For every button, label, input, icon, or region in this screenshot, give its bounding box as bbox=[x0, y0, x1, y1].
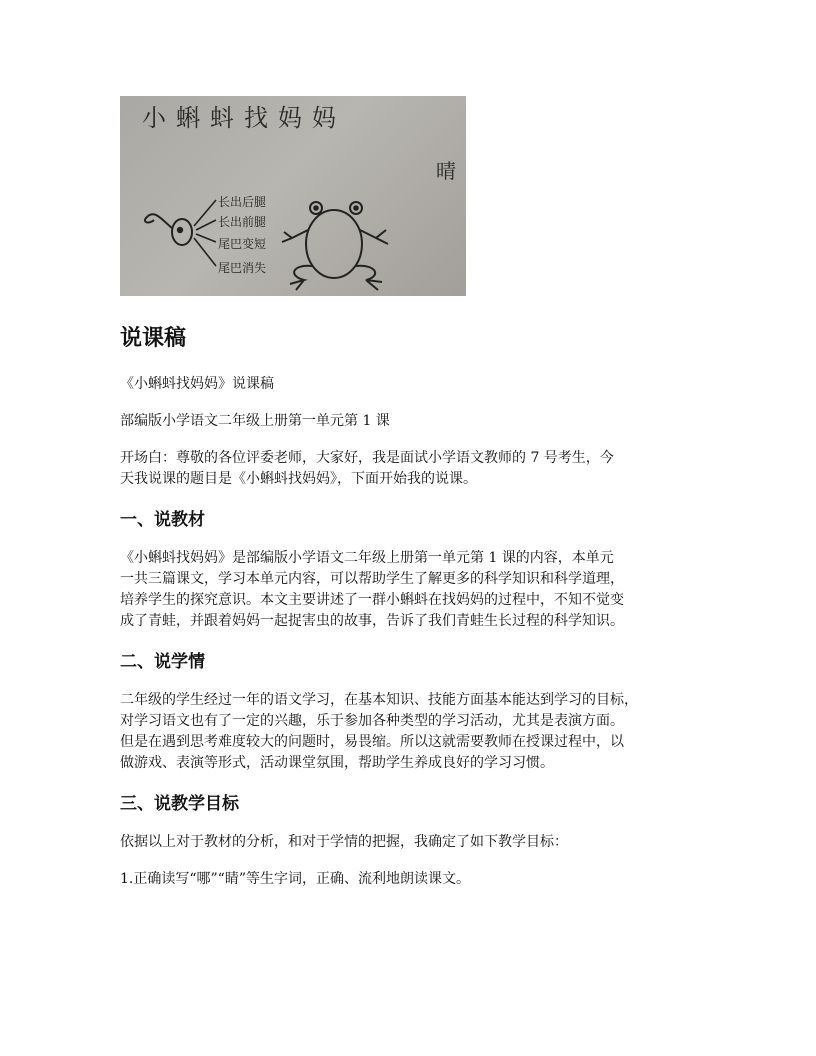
handwritten-title: 小蝌蚪找妈妈 bbox=[142, 104, 346, 132]
paragraph-line: 《小蝌蚪找妈妈》是部编版小学语文二年级上册第一单元第 1 课的内容，本单元 bbox=[120, 550, 614, 566]
tadpole-icon bbox=[145, 214, 192, 245]
stage-label: 尾巴变短 bbox=[218, 237, 267, 251]
textbook-paragraph bbox=[120, 548, 710, 632]
paragraph-line: 一共三篇课文，学习本单元内容，可以帮助学生了解更多的科学知识和科学道理， bbox=[120, 571, 624, 587]
document-page bbox=[120, 96, 710, 890]
page-title: 说课稿 bbox=[120, 326, 187, 351]
objective-item: 1.正确读写“哪”“睛”等生字词，正确、流利地朗读课文。 bbox=[120, 871, 470, 887]
paragraph-line: 对学习语文也有了一定的兴趣，乐于参加各种类型的学习活动，尤其是表演方面。 bbox=[120, 713, 624, 729]
stage-label: 长出前腿 bbox=[218, 215, 267, 229]
stage-label: 长出后腿 bbox=[218, 195, 267, 209]
handwritten-illustration bbox=[120, 96, 466, 296]
stage-label: 尾巴消失 bbox=[218, 261, 267, 275]
arrow-icons bbox=[194, 200, 216, 266]
students-paragraph bbox=[120, 690, 710, 774]
paragraph-line: 天我说课的题目是《小蝌蚪找妈妈》，下面开始我的说课。 bbox=[120, 471, 477, 487]
paragraph-line: 但是在遇到思考难度较大的问题时，易畏缩。所以这就需要教师在授课过程中，以 bbox=[120, 734, 624, 750]
frog-icon bbox=[282, 202, 388, 290]
document-subtitle: 《小蝌蚪找妈妈》说课稿 bbox=[120, 376, 274, 392]
course-info: 部编版小学语文二年级上册第一单元第 1 课 bbox=[120, 413, 390, 429]
paragraph-line: 二年级的学生经过一年的语文学习，在基本知识、技能方面基本能达到学习的目标， bbox=[120, 692, 638, 708]
opening-paragraph bbox=[120, 448, 710, 490]
section-heading-objectives: 三、说教学目标 bbox=[120, 794, 239, 814]
tadpole-frog-drawing bbox=[120, 96, 466, 296]
paragraph-line: 开场白：尊敬的各位评委老师，大家好，我是面试小学语文教师的 7 号考生，今 bbox=[120, 450, 614, 466]
objectives-intro: 依据以上对于教材的分析，和对于学情的把握，我确定了如下教学目标： bbox=[120, 834, 568, 850]
paragraph-line: 成了青蛙，并跟着妈妈一起捉害虫的故事，告诉了我们青蛙生长过程的科学知识。 bbox=[120, 613, 624, 629]
section-heading-textbook: 一、说教材 bbox=[120, 510, 205, 530]
paragraph-line: 培养学生的探究意识。本文主要讲述了一群小蝌蚪在找妈妈的过程中，不知不觉变 bbox=[120, 592, 624, 608]
handwritten-name: 晴 bbox=[436, 159, 456, 183]
section-heading-students: 二、说学情 bbox=[120, 652, 205, 672]
paragraph-line: 做游戏、表演等形式，活动课堂氛围，帮助学生养成良好的学习习惯。 bbox=[120, 755, 554, 771]
